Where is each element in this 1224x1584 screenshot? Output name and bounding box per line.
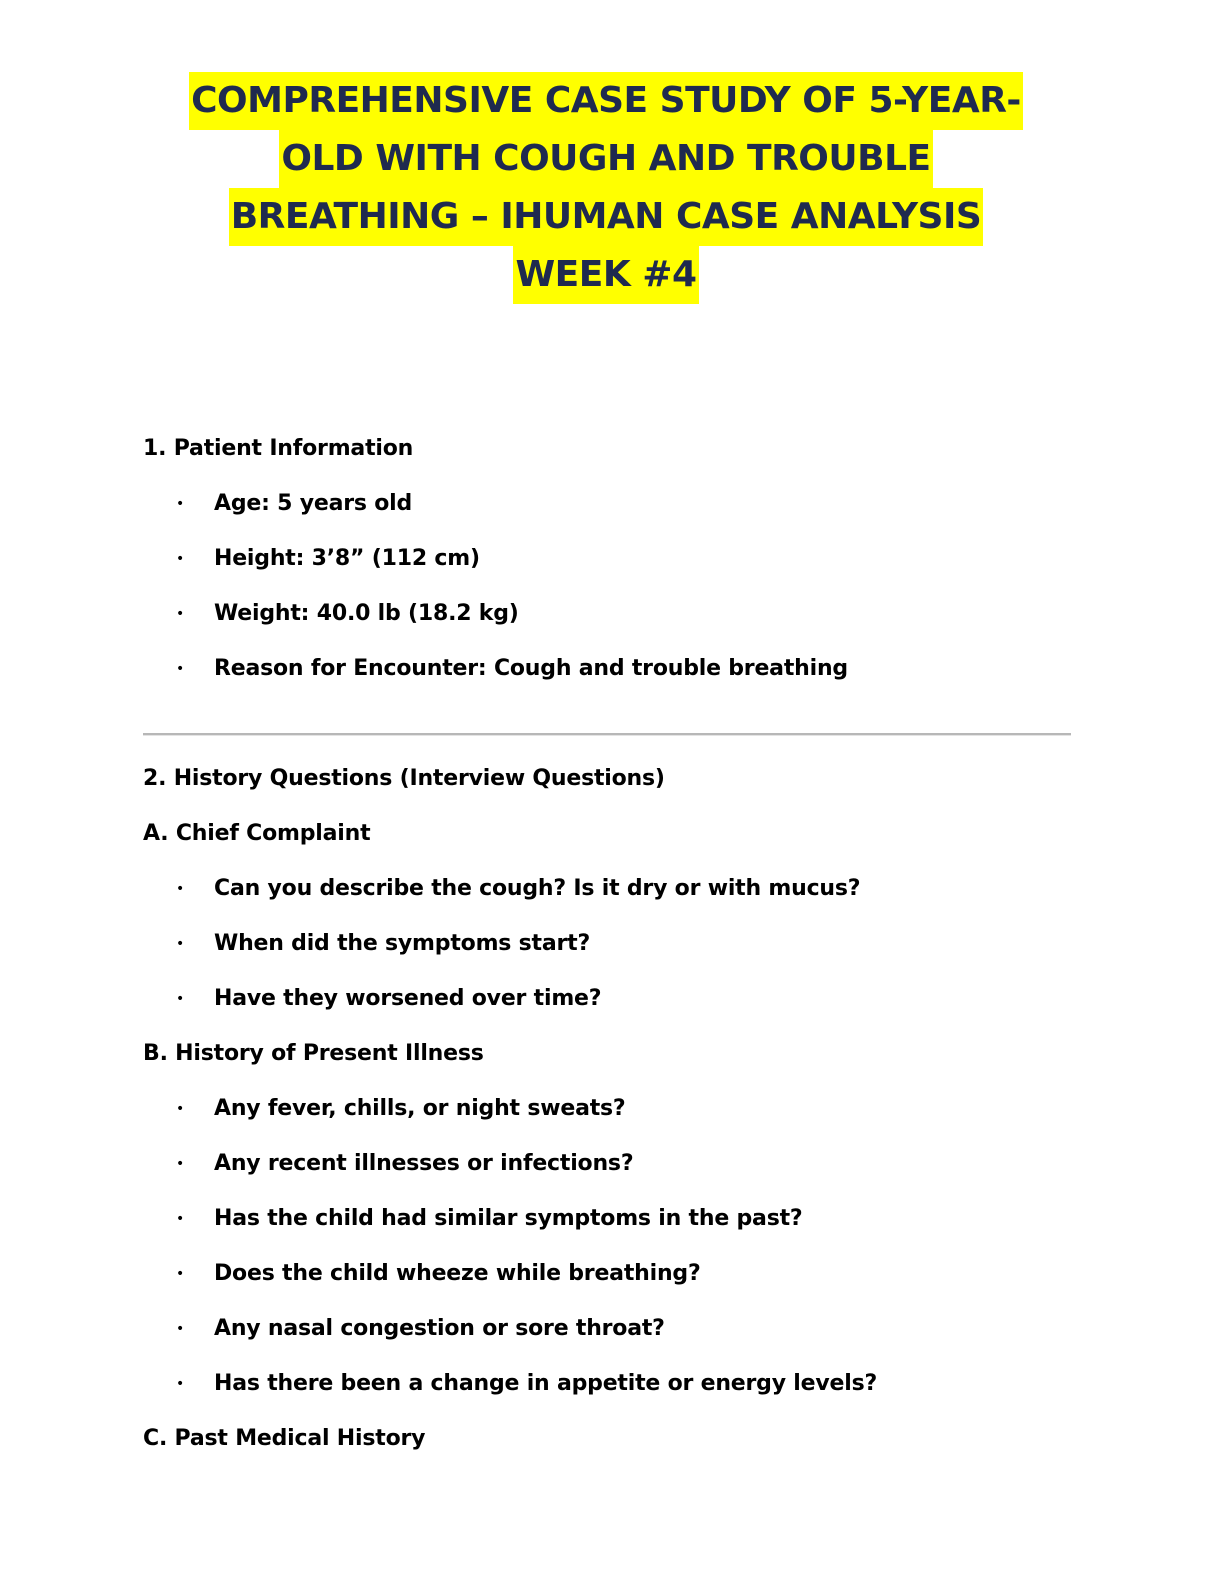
list-item-text: Weight: 40.0 lb (18.2 kg) bbox=[214, 601, 519, 626]
bullet-icon: • bbox=[176, 496, 185, 512]
bullet-icon: • bbox=[176, 1266, 185, 1282]
bullet-icon: • bbox=[176, 606, 185, 622]
bullet-icon: • bbox=[176, 881, 185, 897]
bullet-icon: • bbox=[176, 661, 185, 677]
title-line bbox=[120, 188, 1092, 246]
subsection-heading-chief-complaint: A. Chief Complaint bbox=[143, 821, 371, 846]
section-heading-patient-information: 1. Patient Information bbox=[143, 436, 414, 461]
list-item-text: Age: 5 years old bbox=[214, 491, 413, 516]
horizontal-divider bbox=[143, 733, 1071, 736]
bullet-icon: • bbox=[176, 991, 185, 1007]
list-item-text: Any nasal congestion or sore throat? bbox=[214, 1316, 665, 1341]
title-line-text: BREATHING – IHUMAN CASE ANALYSIS bbox=[229, 188, 984, 246]
bullet-icon: • bbox=[176, 936, 185, 952]
list-item-text: When did the symptoms start? bbox=[214, 931, 591, 956]
title-line-text: OLD WITH COUGH AND TROUBLE bbox=[279, 130, 932, 188]
subsection-heading-history-of-present-illness: B. History of Present Illness bbox=[143, 1041, 484, 1066]
bullet-icon: • bbox=[176, 551, 185, 567]
list-item-text: Reason for Encounter: Cough and trouble breathing bbox=[214, 656, 848, 681]
document-title bbox=[120, 72, 1092, 304]
list-item-text: Has the child had similar symptoms in the past? bbox=[214, 1206, 803, 1231]
subsection-heading-past-medical-history: C. Past Medical History bbox=[143, 1426, 426, 1451]
title-line-text: COMPREHENSIVE CASE STUDY OF 5-YEAR- bbox=[189, 72, 1023, 130]
bullet-icon: • bbox=[176, 1321, 185, 1337]
bullet-icon: • bbox=[176, 1101, 185, 1117]
title-line bbox=[120, 72, 1092, 130]
bullet-icon: • bbox=[176, 1376, 185, 1392]
title-line bbox=[120, 246, 1092, 304]
list-item-text: Does the child wheeze while breathing? bbox=[214, 1261, 701, 1286]
list-item-text: Has there been a change in appetite or energy levels? bbox=[214, 1371, 878, 1396]
title-line-text: WEEK #4 bbox=[513, 246, 698, 304]
list-item-text: Can you describe the cough? Is it dry or with mucus? bbox=[214, 876, 861, 901]
list-item-text: Any recent illnesses or infections? bbox=[214, 1151, 634, 1176]
list-item-text: Any fever, chills, or night sweats? bbox=[214, 1096, 626, 1121]
title-line bbox=[120, 130, 1092, 188]
bullet-icon: • bbox=[176, 1156, 185, 1172]
section-heading-history-questions: 2. History Questions (Interview Questions) bbox=[143, 766, 665, 791]
list-item-text: Height: 3’8” (112 cm) bbox=[214, 546, 480, 571]
list-item-text: Have they worsened over time? bbox=[214, 986, 602, 1011]
bullet-icon: • bbox=[176, 1211, 185, 1227]
